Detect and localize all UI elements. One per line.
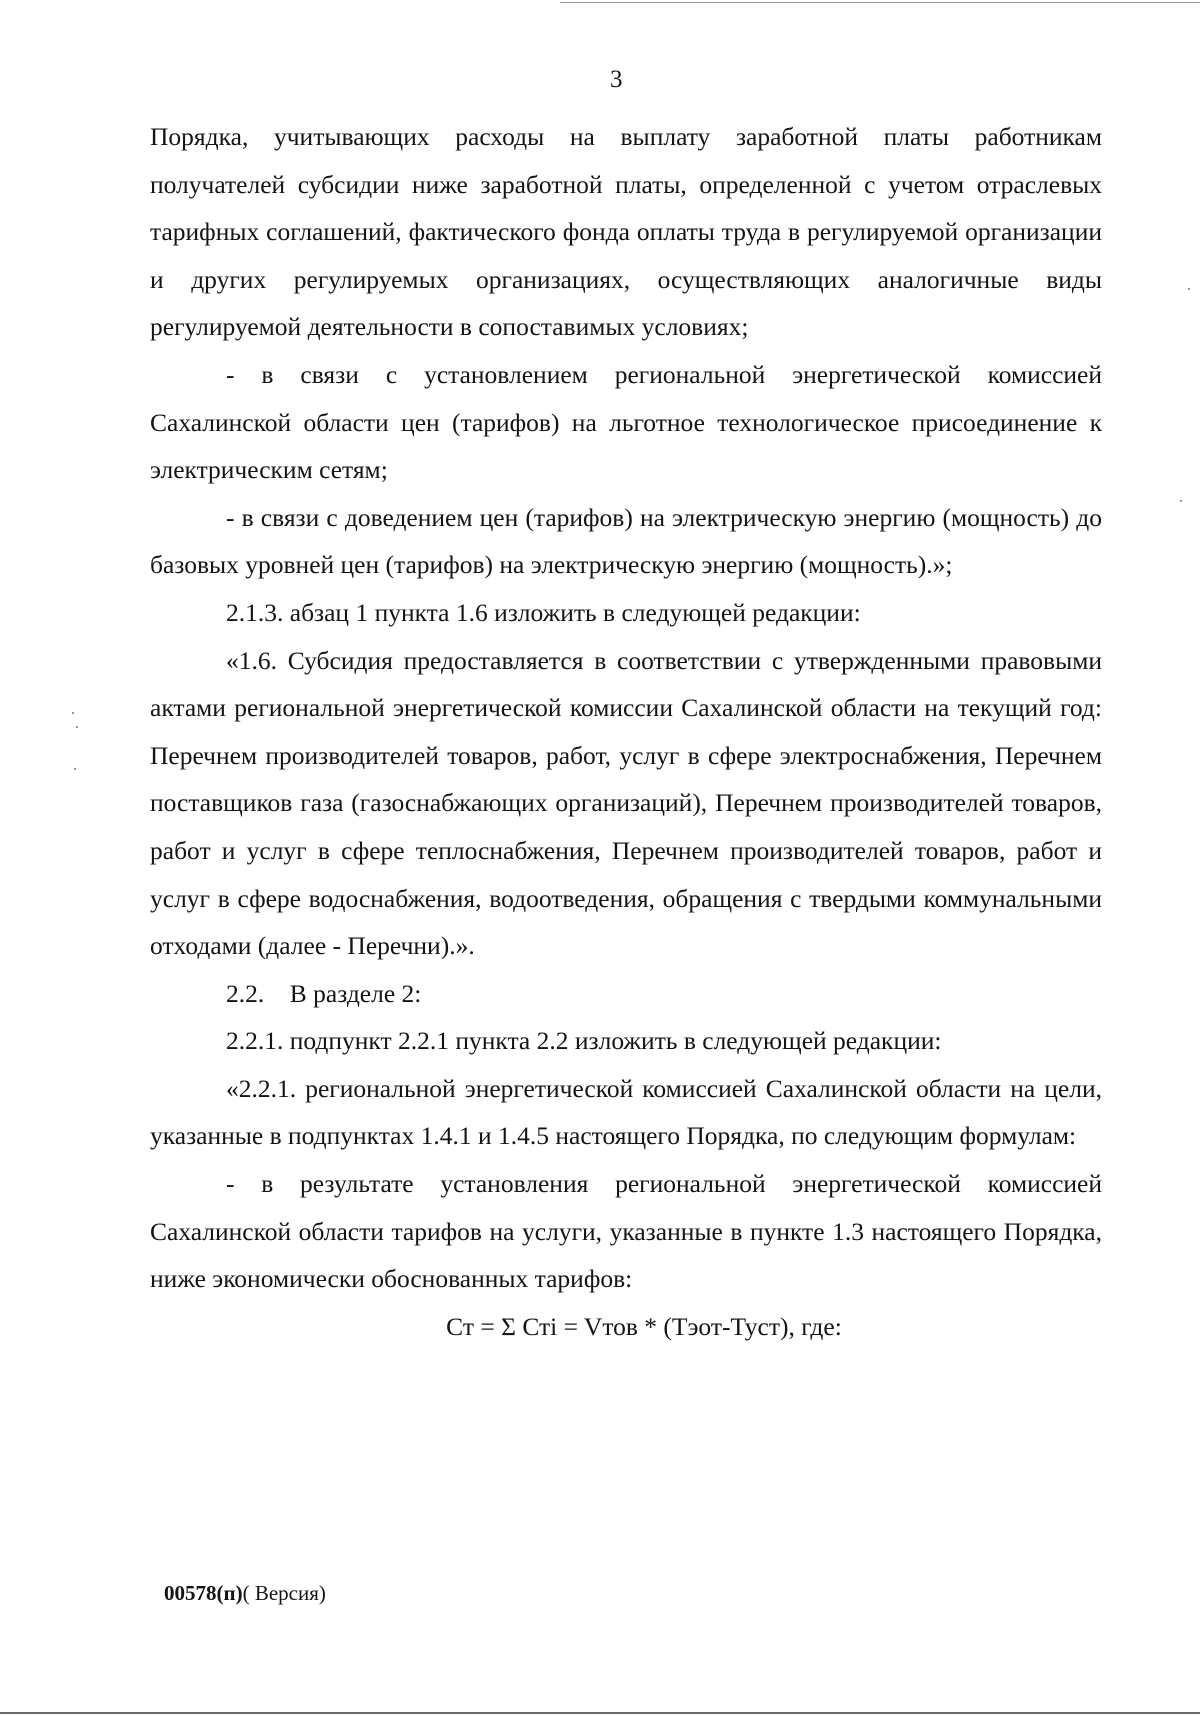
document-code: 00578(п) [164,1581,243,1605]
scan-speck [1180,500,1182,502]
document-version: ( Версия) [242,1581,326,1605]
paragraph-2-2-1-heading: 2.2.1. подпункт 2.2.1 пункта 2.2 изложить в следующей редакции: [226,1026,942,1056]
page-number: 3 [610,66,623,93]
paragraph-tariff-connection: - в связи с установлением региональной энергетической комиссией Сахалинской области цен (тарифов) на льготное технологическое присоединение к электрическим сетям; [150,359,1102,485]
paragraph-base-price-levels: - в связи с доведением цен (тарифов) на электрическую энергию (мощность) до базовых уровней цен (тарифов) на электрическую энергию (мощность).»; [150,502,1102,580]
paragraph-2-1-3: 2.1.3. абзац 1 пункта 1.6 изложить в следующей редакции: [226,597,861,627]
document-body [150,113,1102,1350]
subsidy-formula: Ст = Σ Стi = Vтов * (Тэот-Туст), где: [446,1311,842,1341]
paragraph-1-6: «1.6. Субсидия предоставляется в соответствии с утвержденными правовыми актами региональной энергетической комиссии Сахалинской области на текущий год: Перечнем производителей товаров, работ, услуг в сфере электроснабжения, Перечнем поставщиков газа (газоснабжающих организаций), Перечнем производителей товаров, работ и услуг в сфере теплоснабжения, Перечнем производителей товаров, работ и услуг в сфере водоснабжения, водоотведения, обращения с твердыми коммунальными отходами (далее - Перечни).». [150,645,1102,961]
document-footer [164,1581,326,1606]
scan-edge-top [560,2,1200,3]
scan-speck [1188,288,1190,290]
paragraph-continuation: Порядка, учитывающих расходы на выплату заработной платы работникам получателей субсидии ниже заработной платы, определенной с учетом отраслевых тарифных соглашений, фактического фонда оплаты труда в регулируемой организации и других регулируемых организациях, осуществляющих аналогичные виды регулируемой деятельности в сопоставимых условиях; [150,122,1102,342]
scan-speck [76,726,78,728]
scan-speck [72,712,74,714]
scan-edge-bottom [0,1712,1200,1714]
scan-speck [74,768,76,770]
paragraph-2-2-1: «2.2.1. региональной энергетической комиссией Сахалинской области на цели, указанные в подпунктах 1.4.1 и 1.4.5 настоящего Порядка, по следующим формулам: [150,1073,1102,1151]
paragraph-2-2: 2.2. В разделе 2: [226,978,422,1008]
paragraph-tariff-result: - в результате установления региональной энергетической комиссией Сахалинской области тарифов на услуги, указанные в пункте 1.3 настоящего Порядка, ниже экономически обоснованных тарифов: [150,1169,1102,1294]
